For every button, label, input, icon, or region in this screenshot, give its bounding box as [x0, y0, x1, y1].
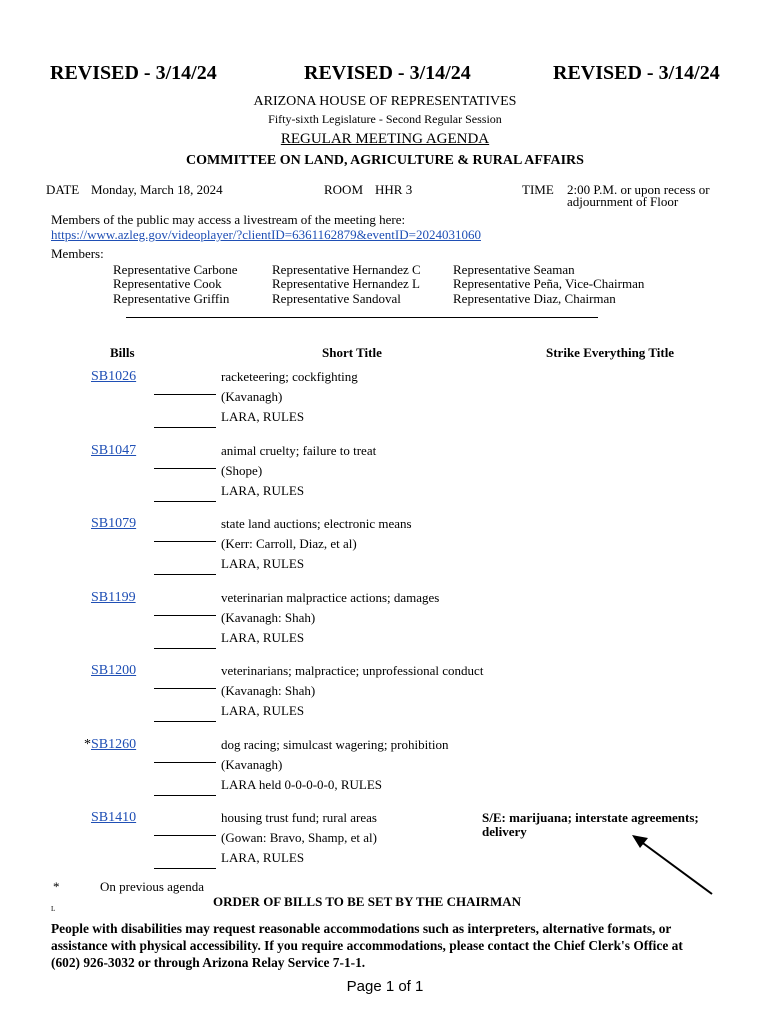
bill-short-title: animal cruelty; failure to treat — [221, 443, 377, 458]
member-sandoval: Representative Sandoval — [272, 291, 401, 306]
bill-prefix: * — [84, 737, 91, 752]
member-cook: Representative Cook — [113, 276, 222, 291]
small-mark: L — [51, 905, 56, 913]
bill-short-title: veterinarian malpractice actions; damages — [221, 590, 440, 605]
room-value: HHR 3 — [375, 182, 413, 197]
bill-sponsor: (Kavanagh: Shah) — [221, 610, 316, 625]
bill-rule-bottom — [154, 427, 216, 428]
bill-rule-top — [154, 615, 216, 616]
member-hernandez-l: Representative Hernandez L — [272, 276, 420, 291]
bill-committees: LARA, RULES — [221, 703, 305, 718]
bill-rule-top — [154, 835, 216, 836]
bill-short-title: dog racing; simulcast wagering; prohibition — [221, 737, 449, 752]
asterisk-note-mark: * — [53, 879, 60, 894]
bill-rule-bottom — [154, 795, 216, 796]
bill-committees: LARA, RULES — [221, 409, 305, 424]
accessibility-line3: (602) 926-3032 or through Arizona Relay Service 7-1-1. — [51, 955, 366, 970]
bill-sponsor: (Kavanagh) — [221, 757, 283, 772]
bill-strike-title: S/E: marijuana; interstate agreements; — [482, 810, 699, 825]
bill-rule-bottom — [154, 574, 216, 575]
page-number: Page 1 of 1 — [346, 978, 424, 995]
header-strike-title: Strike Everything Title — [546, 345, 675, 360]
agenda-title: REGULAR MEETING AGENDA — [280, 131, 490, 147]
bill-link-sb1260[interactable]: SB1260 — [91, 737, 137, 752]
bill-rule-bottom — [154, 721, 216, 722]
revised-left: REVISED - 3/14/24 — [50, 62, 217, 84]
bill-link-sb1079[interactable]: SB1079 — [91, 516, 137, 531]
bill-committees: LARA, RULES — [221, 630, 305, 645]
date-value: Monday, March 18, 2024 — [91, 182, 223, 197]
revised-center: REVISED - 3/14/24 — [304, 62, 471, 84]
bill-link-sb1047[interactable]: SB1047 — [91, 443, 137, 458]
member-carbone: Representative Carbone — [113, 262, 238, 277]
member-pena: Representative Peña, Vice-Chairman — [453, 276, 645, 291]
revised-right: REVISED - 3/14/24 — [553, 62, 720, 84]
bill-rule-top — [154, 762, 216, 763]
member-seaman: Representative Seaman — [453, 262, 575, 277]
arrow-icon — [626, 830, 716, 900]
bill-rule-bottom — [154, 868, 216, 869]
accessibility-line2: assistance with physical accessibility. If you require accommodations, please contact the Chief Clerk's Office at — [51, 938, 683, 953]
committee-title: COMMITTEE ON LAND, AGRICULTURE & RURAL AFFAIRS — [186, 153, 584, 168]
bill-sponsor: (Gowan: Bravo, Shamp, et al) — [221, 830, 377, 845]
time-value-line1: 2:00 P.M. or upon recess or — [567, 182, 710, 197]
bill-committees: LARA, RULES — [221, 556, 305, 571]
time-label: TIME — [522, 182, 554, 197]
bill-committees: LARA held 0-0-0-0-0, RULES — [221, 777, 383, 792]
bill-short-title: racketeering; cockfighting — [221, 369, 358, 384]
session-name: Fifty-sixth Legislature - Second Regular Session — [268, 112, 502, 126]
previous-agenda-note: On previous agenda — [100, 879, 204, 894]
member-diaz: Representative Diaz, Chairman — [453, 291, 616, 306]
time-value-line2: adjournment of Floor — [567, 194, 679, 209]
header-short-title: Short Title — [322, 345, 382, 360]
bill-link-sb1410[interactable]: SB1410 — [91, 810, 137, 825]
bill-rule-top — [154, 468, 216, 469]
bill-committees: LARA, RULES — [221, 850, 305, 865]
members-divider — [126, 317, 598, 318]
bill-link-sb1026[interactable]: SB1026 — [91, 369, 137, 384]
bill-short-title: state land auctions; electronic means — [221, 516, 412, 531]
bill-sponsor: (Kerr: Carroll, Diaz, et al) — [221, 536, 357, 551]
bill-strike-title-cont: delivery — [482, 824, 527, 839]
bill-link-sb1199[interactable]: SB1199 — [91, 590, 136, 605]
bill-rule-top — [154, 688, 216, 689]
bill-short-title: veterinarians; malpractice; unprofessional conduct — [221, 663, 484, 678]
room-label: ROOM — [324, 182, 364, 197]
bill-link-sb1200[interactable]: SB1200 — [91, 663, 137, 678]
livestream-text: Members of the public may access a livestream of the meeting here: — [51, 212, 406, 227]
accessibility-line1: People with disabilities may request reasonable accommodations such as interpreters, alternative formats, or — [51, 921, 672, 936]
date-label: DATE — [46, 182, 80, 197]
order-note: ORDER OF BILLS TO BE SET BY THE CHAIRMAN — [213, 894, 521, 909]
member-hernandez-c: Representative Hernandez C — [272, 262, 421, 277]
members-label: Members: — [51, 246, 104, 261]
bill-sponsor: (Shope) — [221, 463, 263, 478]
bill-rule-bottom — [154, 501, 216, 502]
bill-rule-bottom — [154, 648, 216, 649]
bill-rule-top — [154, 394, 216, 395]
bill-committees: LARA, RULES — [221, 483, 305, 498]
bill-short-title: housing trust fund; rural areas — [221, 810, 377, 825]
bill-sponsor: (Kavanagh) — [221, 389, 283, 404]
org-name: ARIZONA HOUSE OF REPRESENTATIVES — [253, 94, 517, 109]
bill-rule-top — [154, 541, 216, 542]
member-griffin: Representative Griffin — [113, 291, 230, 306]
header-bills: Bills — [110, 345, 135, 360]
livestream-link[interactable]: https://www.azleg.gov/videoplayer/?clientID=6361162879&eventID=2024031060 — [51, 227, 481, 242]
bill-sponsor: (Kavanagh: Shah) — [221, 683, 316, 698]
